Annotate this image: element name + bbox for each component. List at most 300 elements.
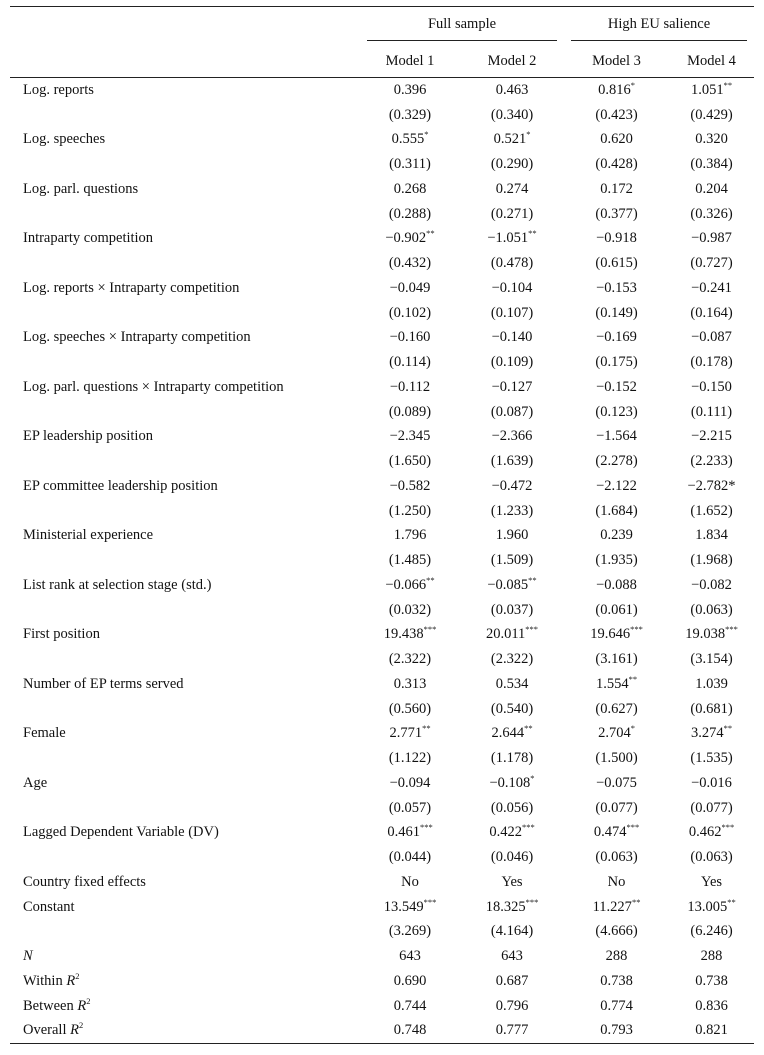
statistic-label-text: N	[23, 948, 33, 965]
coefficient-cell	[669, 375, 754, 400]
coefficient-value: −2.782*	[687, 477, 736, 494]
statistic-value: 0.821	[669, 1019, 754, 1044]
coefficient-cell	[460, 722, 564, 747]
statistic-value: 0.836	[695, 997, 728, 1014]
standard-error-cell: (0.044)	[388, 849, 432, 866]
standard-error-cell: (0.271)	[490, 205, 534, 222]
table-body	[10, 78, 754, 1044]
coefficient-cell	[669, 821, 754, 846]
standard-error-cell: (0.063)	[595, 849, 638, 866]
coefficient-cell	[564, 895, 669, 920]
standard-error-cell: (1.178)	[490, 750, 534, 767]
standard-error-cell: (4.666)	[595, 923, 638, 940]
statistic-label-superscript: 2	[86, 995, 91, 1006]
coefficient-cell	[669, 870, 754, 895]
coefficient-value: 13.549	[383, 898, 424, 915]
coefficient-cell	[460, 870, 564, 895]
standard-error-cell: (1.485)	[388, 552, 432, 569]
standard-error-cell: (0.384)	[690, 156, 733, 173]
standard-error-cell: (0.077)	[595, 799, 638, 816]
coefficient-cell	[460, 623, 564, 648]
coefficient-value: 11.227	[592, 898, 632, 915]
statistic-row	[10, 944, 754, 969]
standard-error-cell: (0.032)	[388, 601, 432, 618]
model-header-4: Model 4	[669, 45, 754, 78]
coefficient-cell	[669, 128, 754, 153]
coefficient-cell	[360, 672, 460, 697]
standard-error-cell: (3.269)	[388, 923, 432, 940]
coefficient-cell	[564, 623, 669, 648]
coefficient-cell	[460, 474, 564, 499]
statistic-value: 0.774	[600, 997, 633, 1014]
coefficient-cell	[460, 524, 564, 549]
empty-label-cell	[10, 647, 360, 672]
coefficient-value: 0.396	[393, 81, 427, 98]
coefficient-cell	[360, 474, 460, 499]
standard-error-cell: (0.681)	[690, 700, 733, 717]
coefficient-value: −0.075	[596, 774, 637, 791]
standard-error-row	[10, 598, 754, 623]
coefficient-value: 0.534	[495, 675, 529, 692]
coef-row	[10, 672, 754, 697]
coefficient-cell	[564, 128, 669, 153]
standard-error-cell: (0.615)	[595, 255, 638, 272]
coefficient-value: −0.082	[691, 576, 732, 593]
coefficient-value: 0.620	[600, 131, 633, 148]
statistic-value: 0.687	[495, 972, 529, 989]
standard-error-row	[10, 746, 754, 771]
coefficient-value: 1.051	[690, 81, 724, 98]
significance-stars: ***	[419, 822, 433, 833]
standard-error-row	[10, 796, 754, 821]
coefficient-value: 19.646	[590, 626, 631, 643]
variable-label: Log. parl. questions × Intraparty competition	[23, 378, 284, 395]
significance-stars: ***	[721, 822, 735, 833]
coef-row	[10, 870, 754, 895]
standard-error-cell: (0.326)	[690, 205, 733, 222]
coefficient-value: 1.834	[695, 527, 728, 544]
header-blank-cell	[10, 7, 360, 46]
variable-label: List rank at selection stage (std.)	[23, 576, 212, 593]
coefficient-cell	[460, 128, 564, 153]
coefficient-cell	[669, 771, 754, 796]
standard-error-cell: (0.107)	[490, 304, 534, 321]
coefficient-value: 0.239	[600, 527, 633, 544]
coefficient-value: −0.160	[389, 329, 431, 346]
coefficient-value: No	[401, 873, 419, 890]
standard-error-cell: (1.500)	[595, 750, 638, 767]
statistic-label-text: Within R	[23, 972, 76, 989]
variable-label: Intraparty competition	[23, 230, 154, 247]
coefficient-value: 19.038	[685, 626, 726, 643]
coefficient-value: −0.472	[491, 477, 533, 494]
coefficient-value: 0.268	[393, 180, 427, 197]
standard-error-cell: (0.149)	[595, 304, 638, 321]
standard-error-cell: (4.164)	[490, 923, 534, 940]
standard-error-cell: (0.175)	[595, 354, 638, 371]
significance-stars: **	[426, 574, 435, 585]
coefficient-cell	[360, 128, 460, 153]
group-label: High EU salience	[571, 12, 747, 41]
statistic-value: 0.690	[393, 972, 427, 989]
coefficient-cell	[564, 425, 669, 450]
coef-row	[10, 895, 754, 920]
coef-row	[10, 425, 754, 450]
standard-error-row	[10, 152, 754, 177]
coefficient-value: −0.049	[389, 279, 431, 296]
statistic-label	[10, 1019, 360, 1044]
coef-row	[10, 177, 754, 202]
standard-error-cell: (1.122)	[388, 750, 432, 767]
coefficient-cell	[564, 722, 669, 747]
table-header	[10, 7, 754, 78]
coefficient-value: 0.521	[493, 131, 527, 148]
standard-error-cell: (0.540)	[490, 700, 534, 717]
coefficient-value: −2.366	[491, 428, 533, 445]
statistic-value: 0.793	[564, 1019, 669, 1044]
coefficient-value: −2.215	[691, 428, 732, 445]
coefficient-cell	[460, 227, 564, 252]
coefficient-cell	[360, 375, 460, 400]
standard-error-cell: (0.627)	[595, 700, 638, 717]
coefficient-cell	[564, 177, 669, 202]
significance-stars: ***	[525, 896, 539, 907]
standard-error-cell: (0.037)	[490, 601, 534, 618]
coefficient-cell	[669, 895, 754, 920]
coefficient-value: 0.816	[598, 81, 631, 98]
coefficient-cell	[669, 573, 754, 598]
coefficient-cell	[669, 78, 754, 103]
model-header-3: Model 3	[564, 45, 669, 78]
coefficient-cell	[564, 771, 669, 796]
variable-label: Age	[23, 774, 48, 791]
significance-stars: *	[630, 723, 635, 734]
coefficient-cell	[460, 276, 564, 301]
coefficient-value: 1.554	[595, 675, 629, 692]
coefficient-value: −0.987	[691, 230, 732, 247]
coef-row	[10, 375, 754, 400]
coefficient-value: −0.169	[596, 329, 637, 346]
variable-label: Log. speeches × Intraparty competition	[23, 329, 251, 346]
group-header-high-eu-salience	[564, 7, 754, 46]
coefficient-cell	[564, 474, 669, 499]
statistic-value: 0.738	[600, 972, 633, 989]
standard-error-cell: (6.246)	[690, 923, 733, 940]
variable-label: Country fixed effects	[23, 873, 146, 890]
coefficient-cell	[460, 771, 564, 796]
coefficient-cell	[564, 326, 669, 351]
coefficient-cell	[360, 425, 460, 450]
coef-row	[10, 524, 754, 549]
coefficient-cell	[460, 326, 564, 351]
significance-stars: **	[426, 228, 435, 239]
coefficient-cell	[460, 177, 564, 202]
empty-label-cell	[10, 920, 360, 945]
standard-error-cell: (0.056)	[490, 799, 534, 816]
coefficient-value: 0.204	[695, 180, 728, 197]
standard-error-cell: (1.968)	[690, 552, 733, 569]
coefficient-value: −0.085	[487, 576, 529, 593]
variable-label: Female	[23, 725, 66, 742]
standard-error-cell: (0.290)	[490, 156, 534, 173]
variable-label: EP leadership position	[23, 428, 153, 445]
empty-label-cell	[10, 152, 360, 177]
coefficient-cell	[564, 227, 669, 252]
group-header-full-sample	[360, 7, 564, 46]
coefficient-cell	[564, 276, 669, 301]
coefficient-value: 19.438	[383, 626, 424, 643]
statistic-value: 0.738	[695, 972, 728, 989]
coefficient-value: 2.771	[389, 725, 423, 742]
coefficient-cell	[460, 672, 564, 697]
standard-error-row	[10, 350, 754, 375]
standard-error-cell: (1.250)	[388, 502, 432, 519]
statistic-value: 0.748	[360, 1019, 460, 1044]
coef-row	[10, 276, 754, 301]
standard-error-cell: (0.057)	[388, 799, 432, 816]
standard-error-row	[10, 499, 754, 524]
standard-error-cell: (0.063)	[690, 849, 733, 866]
coefficient-value: −0.016	[691, 774, 732, 791]
standard-error-cell: (0.077)	[690, 799, 733, 816]
standard-error-cell: (0.111)	[690, 403, 733, 420]
coefficient-cell	[360, 227, 460, 252]
coef-row	[10, 78, 754, 103]
statistic-value: 643	[399, 948, 421, 965]
coefficient-value: 0.462	[688, 824, 722, 841]
statistic-label	[10, 994, 360, 1019]
coefficient-value: 0.461	[387, 824, 420, 841]
variable-label: Log. parl. questions	[23, 180, 139, 197]
coefficient-cell	[669, 623, 754, 648]
significance-stars: **	[631, 896, 641, 907]
coefficient-value: −0.918	[596, 230, 637, 247]
coef-row	[10, 623, 754, 648]
significance-stars: ***	[630, 624, 643, 635]
coefficient-cell	[564, 821, 669, 846]
coefficient-value: 1.039	[695, 675, 728, 692]
standard-error-row	[10, 697, 754, 722]
statistic-value: 288	[700, 948, 723, 965]
coefficient-cell	[669, 227, 754, 252]
empty-label-cell	[10, 548, 360, 573]
statistic-row	[10, 1019, 754, 1044]
standard-error-cell: (0.560)	[388, 700, 432, 717]
standard-error-row	[10, 400, 754, 425]
coefficient-value: −0.066	[385, 576, 427, 593]
coefficient-cell	[564, 78, 669, 103]
standard-error-cell: (1.639)	[490, 453, 534, 470]
coefficient-cell	[360, 177, 460, 202]
variable-label: Lagged Dependent Variable (DV)	[23, 824, 219, 841]
statistic-label-superscript: 2	[75, 970, 80, 981]
coefficient-cell	[360, 573, 460, 598]
standard-error-cell: (0.428)	[595, 156, 638, 173]
coefficient-cell	[360, 326, 460, 351]
standard-error-cell: (0.063)	[690, 601, 733, 618]
coefficient-value: 20.011	[485, 626, 526, 643]
standard-error-cell: (1.652)	[690, 502, 733, 519]
significance-stars: *	[526, 129, 531, 140]
coefficient-cell	[360, 771, 460, 796]
standard-error-cell: (0.046)	[490, 849, 534, 866]
standard-error-cell: (2.322)	[388, 651, 432, 668]
coefficient-cell	[360, 895, 460, 920]
significance-stars: ***	[626, 822, 640, 833]
coefficient-cell	[669, 326, 754, 351]
standard-error-cell: (0.102)	[388, 304, 432, 321]
coefficient-value: −0.150	[691, 378, 732, 395]
standard-error-row	[10, 301, 754, 326]
standard-error-cell: (0.089)	[388, 403, 432, 420]
coefficient-cell	[460, 425, 564, 450]
significance-stars: *	[630, 79, 635, 90]
significance-stars: **	[528, 574, 537, 585]
standard-error-row	[10, 251, 754, 276]
regression-table	[10, 6, 754, 1044]
coefficient-cell	[564, 524, 669, 549]
variable-label: Ministerial experience	[23, 527, 154, 544]
statistic-row	[10, 994, 754, 1019]
coef-row	[10, 722, 754, 747]
variable-label: Log. reports × Intraparty competition	[23, 279, 240, 296]
standard-error-cell: (2.322)	[490, 651, 534, 668]
standard-error-cell: (0.478)	[490, 255, 534, 272]
empty-label-cell	[10, 449, 360, 474]
coefficient-cell	[360, 78, 460, 103]
statistic-value: 0.777	[460, 1019, 564, 1044]
coefficient-value: −0.127	[491, 378, 533, 395]
coefficient-cell	[564, 672, 669, 697]
standard-error-cell: (0.178)	[690, 354, 733, 371]
coefficient-value: −2.122	[596, 477, 637, 494]
coefficient-cell	[669, 524, 754, 549]
statistic-value: 288	[605, 948, 628, 965]
statistic-label-text: Overall R	[23, 1022, 79, 1039]
coefficient-value: −0.108	[489, 774, 531, 791]
statistic-value: 0.796	[495, 997, 529, 1014]
variable-label: EP committee leadership position	[23, 477, 218, 494]
variable-label: Log. reports	[23, 81, 94, 98]
coef-row	[10, 821, 754, 846]
significance-stars: ***	[423, 624, 437, 635]
significance-stars: **	[628, 673, 638, 684]
coefficient-cell	[360, 524, 460, 549]
model-header-2: Model 2	[460, 45, 564, 78]
coefficient-cell	[360, 623, 460, 648]
empty-label-cell	[10, 746, 360, 771]
standard-error-row	[10, 647, 754, 672]
coefficient-cell	[360, 821, 460, 846]
standard-error-cell: (1.935)	[595, 552, 638, 569]
coef-row	[10, 771, 754, 796]
coefficient-cell	[460, 895, 564, 920]
coefficient-value: −1.051	[487, 230, 529, 247]
coefficient-cell	[564, 375, 669, 400]
coefficient-cell	[360, 722, 460, 747]
coefficient-value: 3.274	[690, 725, 724, 742]
significance-stars: ***	[725, 624, 738, 635]
standard-error-cell: (1.650)	[388, 453, 432, 470]
model-header-1: Model 1	[360, 45, 460, 78]
coefficient-cell	[460, 375, 564, 400]
coefficient-value: −0.582	[389, 477, 431, 494]
coefficient-value: 1.796	[393, 527, 427, 544]
coefficient-value: 0.422	[489, 824, 522, 841]
variable-label: Log. speeches	[23, 131, 106, 148]
coef-row	[10, 128, 754, 153]
coefficient-cell	[460, 78, 564, 103]
standard-error-row	[10, 202, 754, 227]
coefficient-value: 1.960	[495, 527, 529, 544]
statistic-label	[10, 969, 360, 994]
standard-error-row	[10, 449, 754, 474]
coefficient-cell	[669, 672, 754, 697]
standard-error-cell: (0.109)	[490, 354, 534, 371]
variable-label: Number of EP terms served	[23, 675, 184, 692]
coefficient-value: Yes	[501, 873, 523, 890]
standard-error-cell: (0.061)	[595, 601, 638, 618]
coefficient-value: −0.152	[596, 378, 637, 395]
coefficient-value: No	[607, 873, 626, 890]
empty-label-cell	[10, 400, 360, 425]
empty-label-cell	[10, 697, 360, 722]
standard-error-cell: (0.288)	[388, 205, 432, 222]
empty-label-cell	[10, 845, 360, 870]
standard-error-cell: (0.123)	[595, 403, 638, 420]
coefficient-cell	[669, 722, 754, 747]
significance-stars: ***	[423, 896, 437, 907]
standard-error-cell: (0.432)	[388, 255, 432, 272]
coefficient-value: 0.320	[695, 131, 728, 148]
coefficient-value: −0.087	[691, 329, 732, 346]
coefficient-value: 0.474	[593, 824, 627, 841]
empty-label-cell	[10, 202, 360, 227]
standard-error-cell: (0.727)	[690, 255, 733, 272]
significance-stars: **	[723, 79, 733, 90]
empty-label-cell	[10, 301, 360, 326]
significance-stars: **	[723, 723, 733, 734]
group-header-row	[10, 7, 754, 46]
coefficient-value: −0.140	[491, 329, 533, 346]
coefficient-value: 2.704	[598, 725, 631, 742]
significance-stars: ***	[521, 822, 535, 833]
coef-row	[10, 326, 754, 351]
coefficient-value: 18.325	[485, 898, 526, 915]
standard-error-cell: (0.423)	[595, 106, 638, 123]
coefficient-cell	[460, 573, 564, 598]
standard-error-cell: (0.164)	[690, 304, 733, 321]
standard-error-cell: (3.154)	[690, 651, 733, 668]
standard-error-cell: (0.329)	[388, 106, 432, 123]
coefficient-value: −0.241	[691, 279, 732, 296]
coefficient-value: 0.555	[391, 131, 425, 148]
standard-error-row	[10, 103, 754, 128]
empty-label-cell	[10, 796, 360, 821]
coefficient-cell	[669, 276, 754, 301]
coefficient-cell	[669, 474, 754, 499]
statistic-label	[10, 944, 360, 969]
model-header-row	[10, 45, 754, 78]
coefficient-value: −1.564	[596, 428, 637, 445]
significance-stars: **	[524, 723, 533, 734]
coefficient-value: −0.153	[596, 279, 637, 296]
statistic-label-superscript: 2	[78, 1020, 84, 1031]
variable-label: First position	[23, 626, 100, 643]
standard-error-cell: (2.233)	[690, 453, 733, 470]
coefficient-value: −0.112	[389, 378, 431, 395]
coef-row	[10, 474, 754, 499]
